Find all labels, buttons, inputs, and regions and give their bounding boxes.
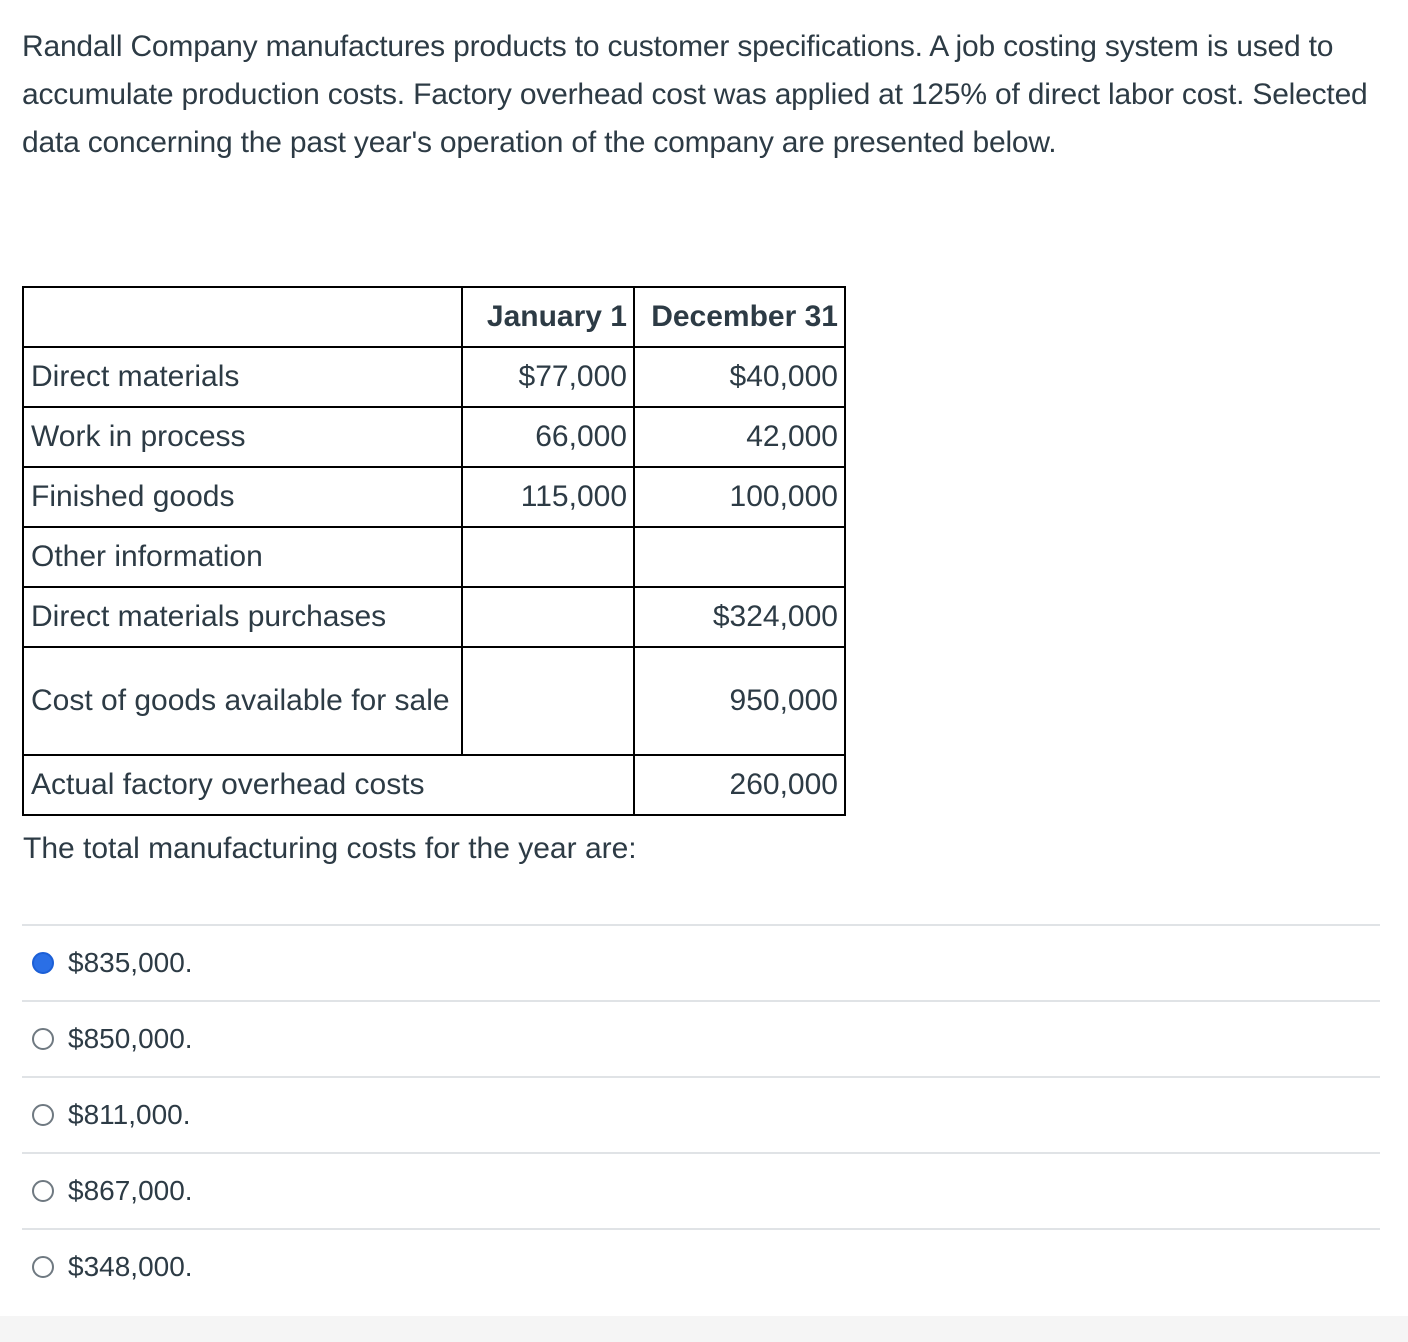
table-row [23,755,845,815]
row-label: Cost of goods available for sale [23,647,462,755]
answer-option[interactable] [22,1000,1380,1076]
row-label: Direct materials [23,347,462,407]
answer-option[interactable] [22,1076,1380,1152]
row-dec-value: 950,000 [634,647,845,755]
row-dec-value: 42,000 [634,407,845,467]
table-row [23,347,845,407]
answer-label[interactable]: $811,000. [68,1099,191,1130]
table-header-row [23,287,845,347]
bottom-shade [0,1316,1408,1342]
table-header-january: January 1 [462,287,634,347]
table-row [23,407,845,467]
row-dec-value: 260,000 [634,755,845,815]
row-dec-value: 100,000 [634,467,845,527]
row-jan-value [462,755,634,815]
row-jan-value: 115,000 [462,467,634,527]
row-label: Direct materials purchases [23,587,462,647]
answer-option[interactable] [22,1228,1380,1304]
row-label: Finished goods [23,467,462,527]
answer-label[interactable]: $867,000. [68,1175,193,1206]
table-header-december: December 31 [634,287,845,347]
answer-list [22,924,1380,1304]
row-dec-value: $40,000 [634,347,845,407]
question-intro: Randall Company manufactures products to customer specifications. A job costing system is used to accumulate production costs. Factory overhead cost was applied at 125% of direct labor cost. Selected data concerning the past year's operation of the company are presented below. [22,30,1368,159]
table-header-empty [23,287,462,347]
radio-unselected-icon[interactable] [32,1104,54,1126]
answer-label[interactable]: $348,000. [68,1251,193,1282]
radio-selected-icon[interactable] [32,952,54,974]
row-dec-value: $324,000 [634,587,845,647]
row-dec-value [634,527,845,587]
cost-data-table [22,286,846,816]
radio-unselected-icon[interactable] [32,1180,54,1202]
question-prompt: The total manufacturing costs for the year are: [23,832,637,865]
table-row [23,467,845,527]
row-jan-value: $77,000 [462,347,634,407]
row-label: Work in process [23,407,462,467]
answer-option[interactable] [22,924,1380,1000]
row-jan-value [462,647,634,755]
row-label: Other information [23,527,462,587]
row-jan-value [462,587,634,647]
answer-label[interactable]: $835,000. [68,947,193,978]
radio-unselected-icon[interactable] [32,1256,54,1278]
table-row [23,527,845,587]
row-label: Actual factory overhead costs [23,755,462,815]
answer-option[interactable] [22,1152,1380,1228]
answer-label[interactable]: $850,000. [68,1023,193,1054]
table-row [23,587,845,647]
table-row [23,647,845,755]
row-jan-value: 66,000 [462,407,634,467]
radio-unselected-icon[interactable] [32,1028,54,1050]
row-jan-value [462,527,634,587]
